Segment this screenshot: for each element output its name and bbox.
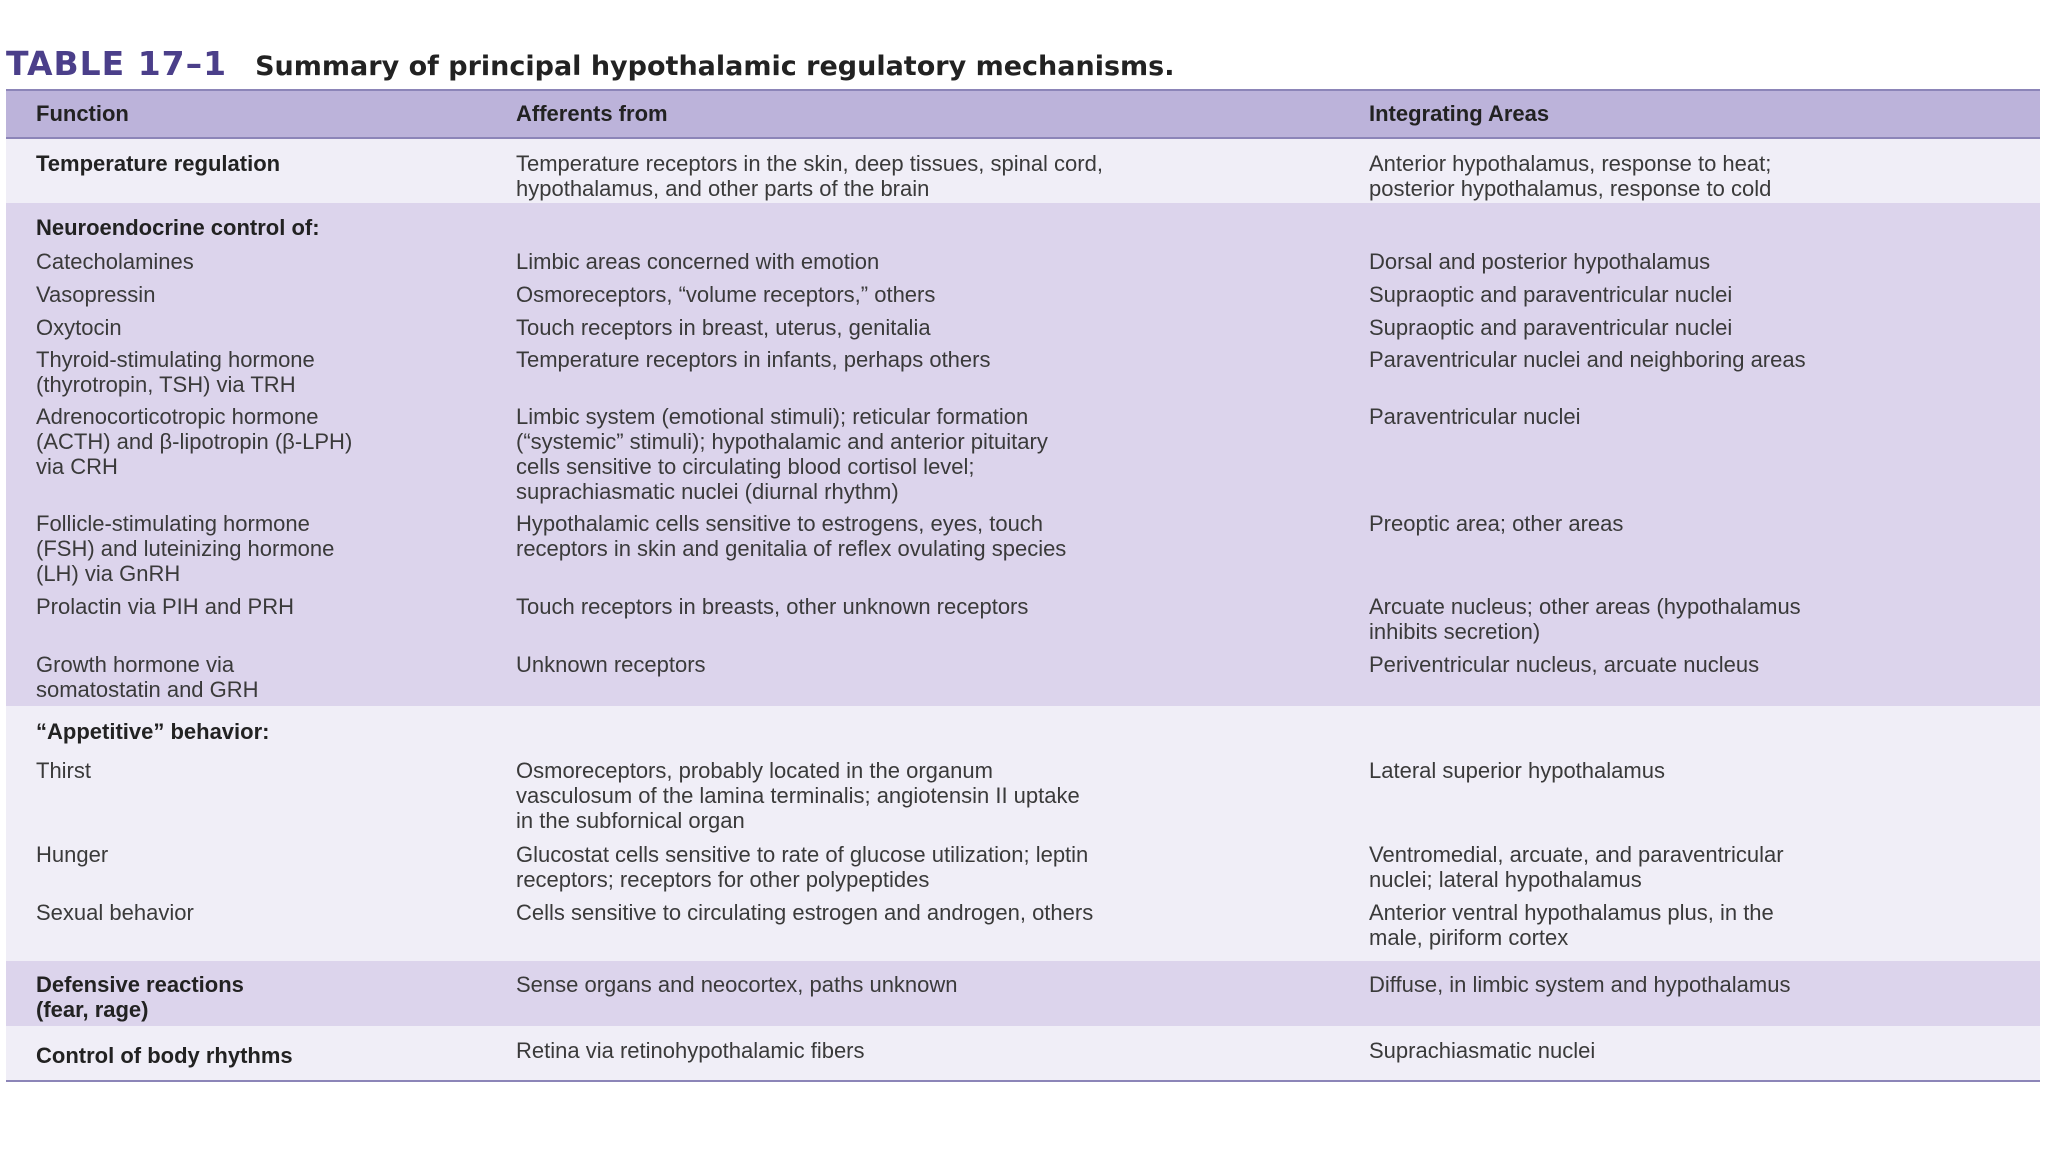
table-row — [6, 758, 2040, 842]
section-temperature — [6, 139, 2040, 203]
row-integrating-areas: Suprachiasmatic nuclei — [1369, 1038, 1596, 1063]
row-afferents: Sense organs and neocortex, paths unknown — [516, 972, 958, 997]
table-row — [6, 594, 2040, 652]
row-integrating-areas: Paraventricular nuclei — [1369, 404, 1581, 429]
table-row — [6, 652, 2040, 708]
row-function: Vasopressin — [36, 282, 156, 307]
row-afferents: Temperature receptors in the skin, deep tissues, spinal cord, hypothalamus, and other parts of the brain — [516, 151, 1103, 201]
table-row — [6, 842, 2040, 900]
header-afferents: Afferents from — [516, 101, 668, 126]
table-row — [6, 249, 2040, 282]
section-title: Neuroendocrine control of: — [36, 215, 320, 240]
section-defensive — [6, 961, 2040, 1026]
hypothalamic-mechanisms-table — [6, 89, 2040, 1082]
row-function: Thirst — [36, 758, 91, 783]
row-integrating-areas: Diffuse, in limbic system and hypothalamus — [1369, 972, 1791, 997]
row-integrating-areas: Anterior ventral hypothalamus plus, in the male, piriform cortex — [1369, 900, 1774, 950]
table-row — [6, 404, 2040, 511]
row-integrating-areas: Arcuate nucleus; other areas (hypothalamus inhibits secretion) — [1369, 594, 1801, 644]
table-row — [6, 139, 2040, 201]
table-row — [6, 1026, 2040, 1068]
header-function: Function — [36, 101, 129, 126]
row-function: Temperature regulation — [36, 151, 281, 176]
table-header-row — [6, 91, 2040, 139]
section-neuroendocrine — [6, 203, 2040, 706]
row-function: Hunger — [36, 842, 109, 867]
row-afferents: Temperature receptors in infants, perhaps others — [516, 347, 991, 372]
row-afferents: Cells sensitive to circulating estrogen and androgen, others — [516, 900, 1094, 925]
row-function: Oxytocin — [36, 315, 122, 340]
table-row — [6, 511, 2040, 594]
row-afferents: Limbic areas concerned with emotion — [516, 249, 880, 274]
row-integrating-areas: Lateral superior hypothalamus — [1369, 758, 1665, 783]
row-function: Control of body rhythms — [36, 1043, 293, 1068]
row-integrating-areas: Supraoptic and paraventricular nuclei — [1369, 315, 1733, 340]
row-integrating-areas: Dorsal and posterior hypothalamus — [1369, 249, 1711, 274]
table-row — [6, 315, 2040, 347]
table-title-row — [6, 44, 1174, 84]
table-number: TABLE 17–1 — [6, 44, 228, 83]
row-integrating-areas: Periventricular nucleus, arcuate nucleus — [1369, 652, 1760, 677]
row-integrating-areas: Supraoptic and paraventricular nuclei — [1369, 282, 1733, 307]
row-integrating-areas: Anterior hypothalamus, response to heat; posterior hypothalamus, response to cold — [1369, 151, 1772, 201]
row-afferents: Osmoreceptors, “volume receptors,” others — [516, 282, 936, 307]
section-body-rhythms — [6, 1026, 2040, 1080]
table-caption: Summary of principal hypothalamic regulatory mechanisms. — [255, 51, 1175, 82]
row-function: Sexual behavior — [36, 900, 194, 925]
row-afferents: Touch receptors in breasts, other unknown receptors — [516, 594, 1029, 619]
row-afferents: Touch receptors in breast, uterus, genitalia — [516, 315, 931, 340]
row-integrating-areas: Ventromedial, arcuate, and paraventricular nuclei; lateral hypothalamus — [1369, 842, 1784, 892]
row-function: Adrenocorticotropic hormone (ACTH) and β-lipotropin (β-LPH) via CRH — [36, 404, 353, 479]
table-row — [6, 347, 2040, 404]
row-integrating-areas: Preoptic area; other areas — [1369, 511, 1624, 536]
row-function: Catecholamines — [36, 249, 194, 274]
row-afferents: Glucostat cells sensitive to rate of glucose utilization; leptin receptors; receptors for other polypeptides — [516, 842, 1089, 892]
table-row — [6, 900, 2040, 960]
table-row — [6, 282, 2040, 315]
row-function: Prolactin via PIH and PRH — [36, 594, 294, 619]
row-afferents: Limbic system (emotional stimuli); reticular formation (“systemic” stimuli); hypothalamic and anterior pituitary cells sensitive to circulating blood cortisol level; suprachiasmatic nuclei (diurnal rhythm) — [516, 404, 1048, 504]
row-integrating-areas: Paraventricular nuclei and neighboring areas — [1369, 347, 1806, 372]
section-title: “Appetitive” behavior: — [36, 719, 270, 744]
section-appetitive — [6, 706, 2040, 961]
row-afferents: Retina via retinohypothalamic fibers — [516, 1038, 865, 1063]
row-afferents: Osmoreceptors, probably located in the organum vasculosum of the lamina terminalis; angiotensin II uptake in the subfornical organ — [516, 758, 1080, 833]
row-afferents: Unknown receptors — [516, 652, 706, 677]
row-function: Defensive reactions (fear, rage) — [36, 972, 244, 1022]
table-row — [6, 961, 2040, 1022]
row-function: Thyroid-stimulating hormone (thyrotropin, TSH) via TRH — [36, 347, 315, 397]
row-function: Follicle-stimulating hormone (FSH) and luteinizing hormone (LH) via GnRH — [36, 511, 335, 586]
header-integrating-areas: Integrating Areas — [1369, 101, 1550, 126]
row-afferents: Hypothalamic cells sensitive to estrogens, eyes, touch receptors in skin and genitalia of reflex ovulating species — [516, 511, 1067, 561]
row-function: Growth hormone via somatostatin and GRH — [36, 652, 259, 702]
